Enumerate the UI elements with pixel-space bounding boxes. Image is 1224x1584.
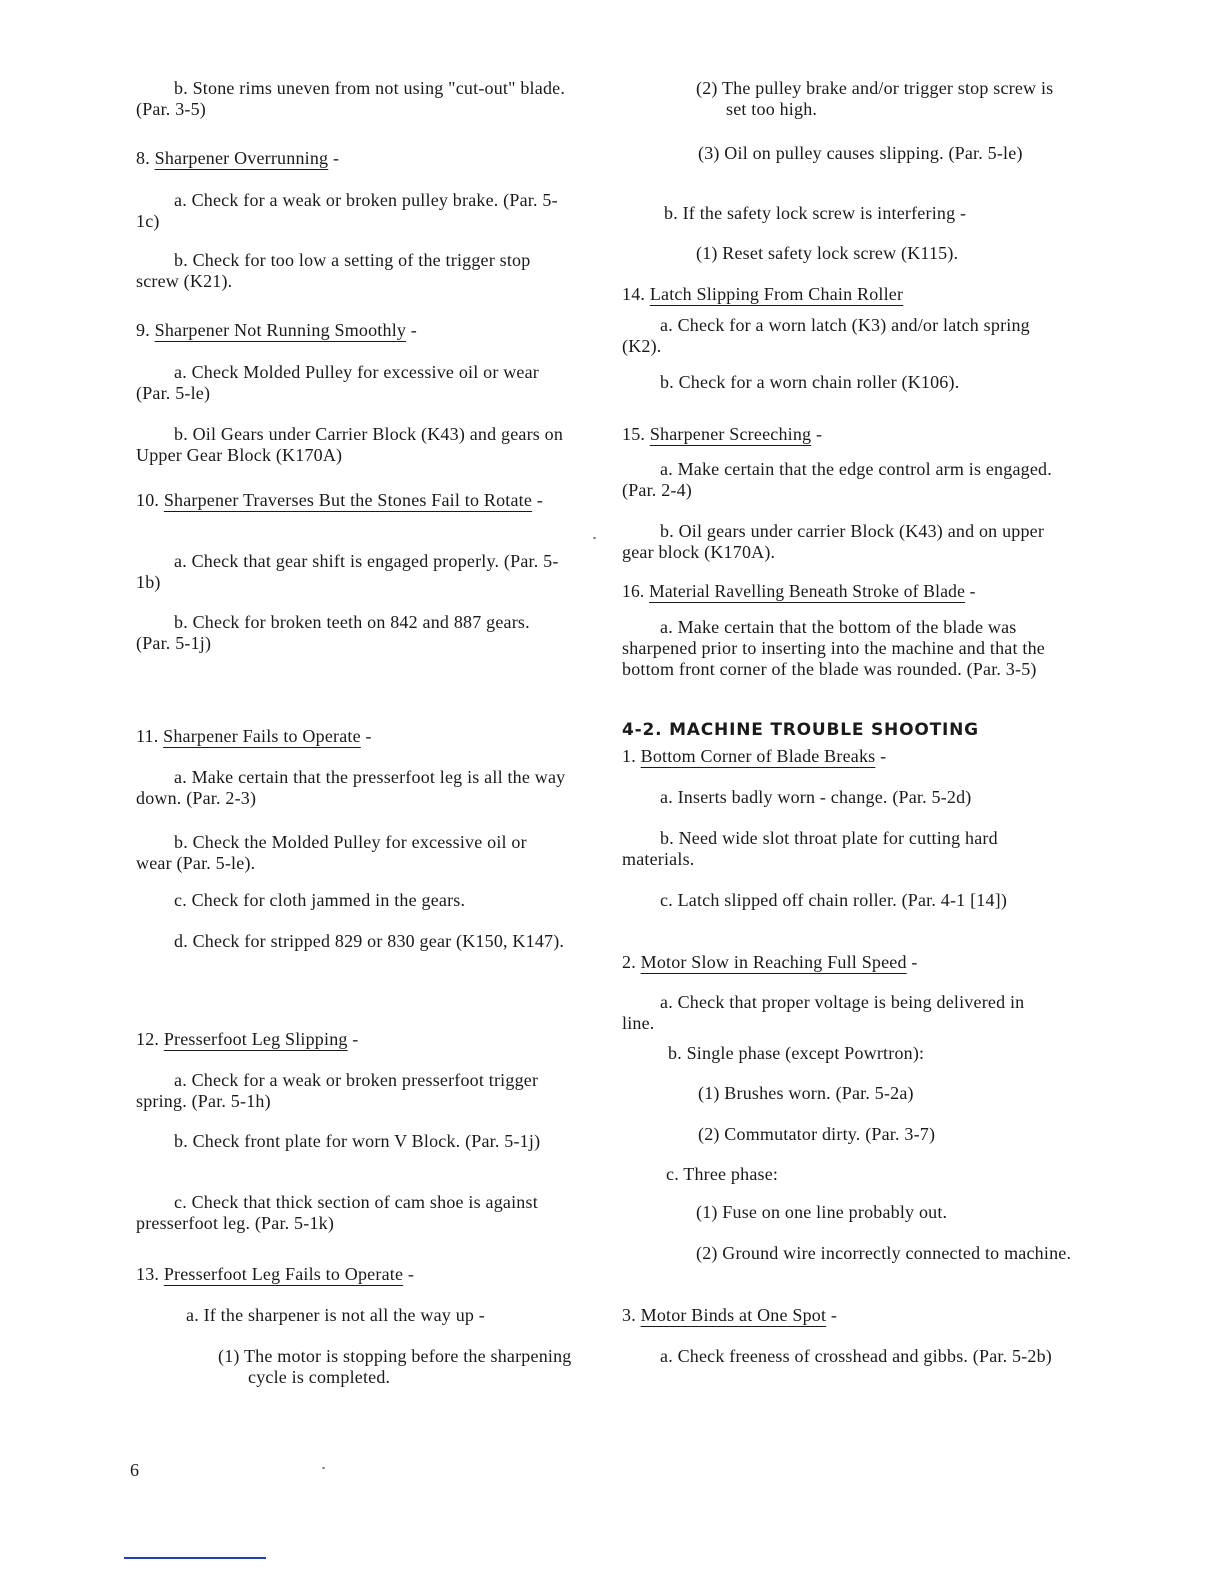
section-heading-15 (622, 424, 822, 445)
heading-number: 1. (622, 746, 636, 766)
heading-title: Sharpener Screeching (649, 424, 812, 444)
section-heading-8 (136, 148, 339, 169)
paragraph: b. Check the Molded Pulley for excessive oil or wear (Par. 5-le). (136, 832, 527, 873)
list-item: (1) Brushes worn. (Par. 5-2a) (698, 1083, 914, 1103)
scan-speck (593, 537, 596, 539)
section-heading-9 (136, 320, 417, 341)
heading-number: 2. (622, 952, 636, 972)
heading-title: Latch Slipping From Chain Roller (649, 284, 904, 304)
heading-dash: - (826, 1305, 838, 1325)
heading-dash: - (360, 726, 372, 746)
heading-dash: - (811, 424, 823, 444)
scan-speck (322, 1467, 325, 1469)
heading-dash: - (875, 746, 887, 766)
heading-dash: - (403, 1264, 415, 1284)
heading-title: Sharpener Not Running Smoothly (154, 320, 407, 340)
heading-dash: - (406, 320, 418, 340)
paragraph: a. Inserts badly worn - change. (Par. 5-2d) (660, 787, 972, 807)
list-item: (2) Ground wire incorrectly connected to machine. (696, 1243, 1072, 1263)
page-number: 6 (130, 1460, 140, 1480)
paragraph: a. If the sharpener is not all the way up - (186, 1305, 485, 1325)
section-heading-13 (136, 1264, 414, 1285)
paragraph: b. Single phase (except Powrtron): (668, 1043, 925, 1063)
heading-title: Sharpener Overrunning (154, 148, 329, 168)
section-heading-m1 (622, 746, 886, 767)
section-heading-m2 (622, 952, 918, 973)
heading-title: Sharpener Fails to Operate (163, 726, 361, 746)
paragraph: a. Check freeness of crosshead and gibbs. (Par. 5-2b) (660, 1346, 1052, 1366)
paragraph: c. Three phase: (666, 1164, 779, 1184)
paragraph: b. Oil Gears under Carrier Block (K43) and gears on Upper Gear Block (K170A) (136, 424, 564, 465)
paragraph: a. Check Molded Pulley for excessive oil or wear (Par. 5-le) (136, 362, 539, 403)
heading-number: 12. (136, 1029, 160, 1049)
paragraph: a. Check for a weak or broken presserfoot trigger spring. (Par. 5-1h) (136, 1070, 539, 1111)
paragraph: a. Check that gear shift is engaged properly. (Par. 5-1b) (136, 551, 559, 592)
heading-number: 15. (622, 424, 646, 444)
paragraph: a. Make certain that the presserfoot leg is all the way down. (Par. 2-3) (136, 767, 566, 808)
heading-title: Bottom Corner of Blade Breaks (640, 746, 876, 766)
paragraph: b. Stone rims uneven from not using "cut-out" blade. (Par. 3-5) (136, 78, 566, 119)
heading-title: Material Ravelling Beneath Stroke of Blade (649, 581, 966, 601)
heading-dash: - (347, 1029, 359, 1049)
heading-number: 14. (622, 284, 646, 304)
heading-title: Motor Binds at One Spot (640, 1305, 827, 1325)
heading-title: Motor Slow in Reaching Full Speed (640, 952, 907, 972)
section-heading-14 (622, 284, 903, 305)
paragraph: b. Check for broken teeth on 842 and 887 gears. (Par. 5-1j) (136, 612, 530, 653)
heading-number: 13. (136, 1264, 160, 1284)
paragraph: c. Check for cloth jammed in the gears. (174, 890, 466, 910)
paragraph: a. Make certain that the edge control arm is engaged. (Par. 2-4) (622, 459, 1052, 500)
paragraph: b. Check for too low a setting of the trigger stop screw (K21). (136, 250, 531, 291)
heading-title: Presserfoot Leg Fails to Operate (163, 1264, 404, 1284)
paragraph: a. Check for a weak or broken pulley brake. (Par. 5-1c) (136, 190, 558, 231)
list-item: (1) Fuse on one line probably out. (696, 1202, 948, 1222)
heading-dash: - (965, 581, 976, 601)
paragraph: b. Need wide slot throat plate for cutting hard materials. (622, 828, 998, 869)
list-item: (1) Reset safety lock screw (K115). (696, 243, 959, 263)
paragraph: d. Check for stripped 829 or 830 gear (K150, K147). (174, 931, 565, 951)
section-title: 4-2. MACHINE TROUBLE SHOOTING (622, 720, 979, 740)
list-item: (2) The pulley brake and/or trigger stop screw is set too high. (696, 78, 1054, 119)
heading-title: Presserfoot Leg Slipping (163, 1029, 348, 1049)
heading-dash: - (532, 490, 543, 510)
heading-number: 11. (136, 726, 159, 746)
paragraph: b. Oil gears under carrier Block (K43) and on upper gear block (K170A). (622, 521, 1045, 562)
heading-number: 9. (136, 320, 150, 340)
paragraph: b. Check for a worn chain roller (K106). (660, 372, 960, 392)
section-heading-12 (136, 1029, 359, 1050)
heading-number: 8. (136, 148, 150, 168)
paragraph: a. Make certain that the bottom of the blade was sharpened prior to inserting into the machine and that the bottom front corner of the blade was rounded. (Par. 3-5) (622, 617, 1045, 679)
paragraph: b. If the safety lock screw is interfering - (664, 203, 967, 223)
heading-title: Sharpener Traverses But the Stones Fail to Rotate (163, 490, 533, 510)
paragraph: a. Check for a worn latch (K3) and/or latch spring (K2). (622, 315, 1030, 356)
heading-number: 3. (622, 1305, 636, 1325)
section-heading-11 (136, 726, 372, 747)
list-item: (3) Oil on pulley causes slipping. (Par. 5-le) (698, 143, 1023, 163)
paragraph: a. Check that proper voltage is being delivered in line. (622, 992, 1025, 1033)
heading-number: 10. (136, 490, 160, 510)
heading-number: 16. (622, 581, 645, 601)
heading-dash: - (906, 952, 918, 972)
paragraph: c. Latch slipped off chain roller. (Par. 4-1 [14]) (660, 890, 1008, 910)
list-item: (2) Commutator dirty. (Par. 3-7) (698, 1124, 936, 1144)
section-heading-16 (622, 581, 976, 602)
list-item: (1) The motor is stopping before the sharpening cycle is completed. (218, 1346, 572, 1387)
heading-dash: - (328, 148, 340, 168)
paragraph: b. Check front plate for worn V Block. (Par. 5-1j) (174, 1131, 541, 1151)
section-heading-m3 (622, 1305, 837, 1326)
paragraph: c. Check that thick section of cam shoe is against presserfoot leg. (Par. 5-1k) (136, 1192, 538, 1233)
bottom-rule (124, 1557, 266, 1559)
section-heading-10 (136, 490, 543, 511)
